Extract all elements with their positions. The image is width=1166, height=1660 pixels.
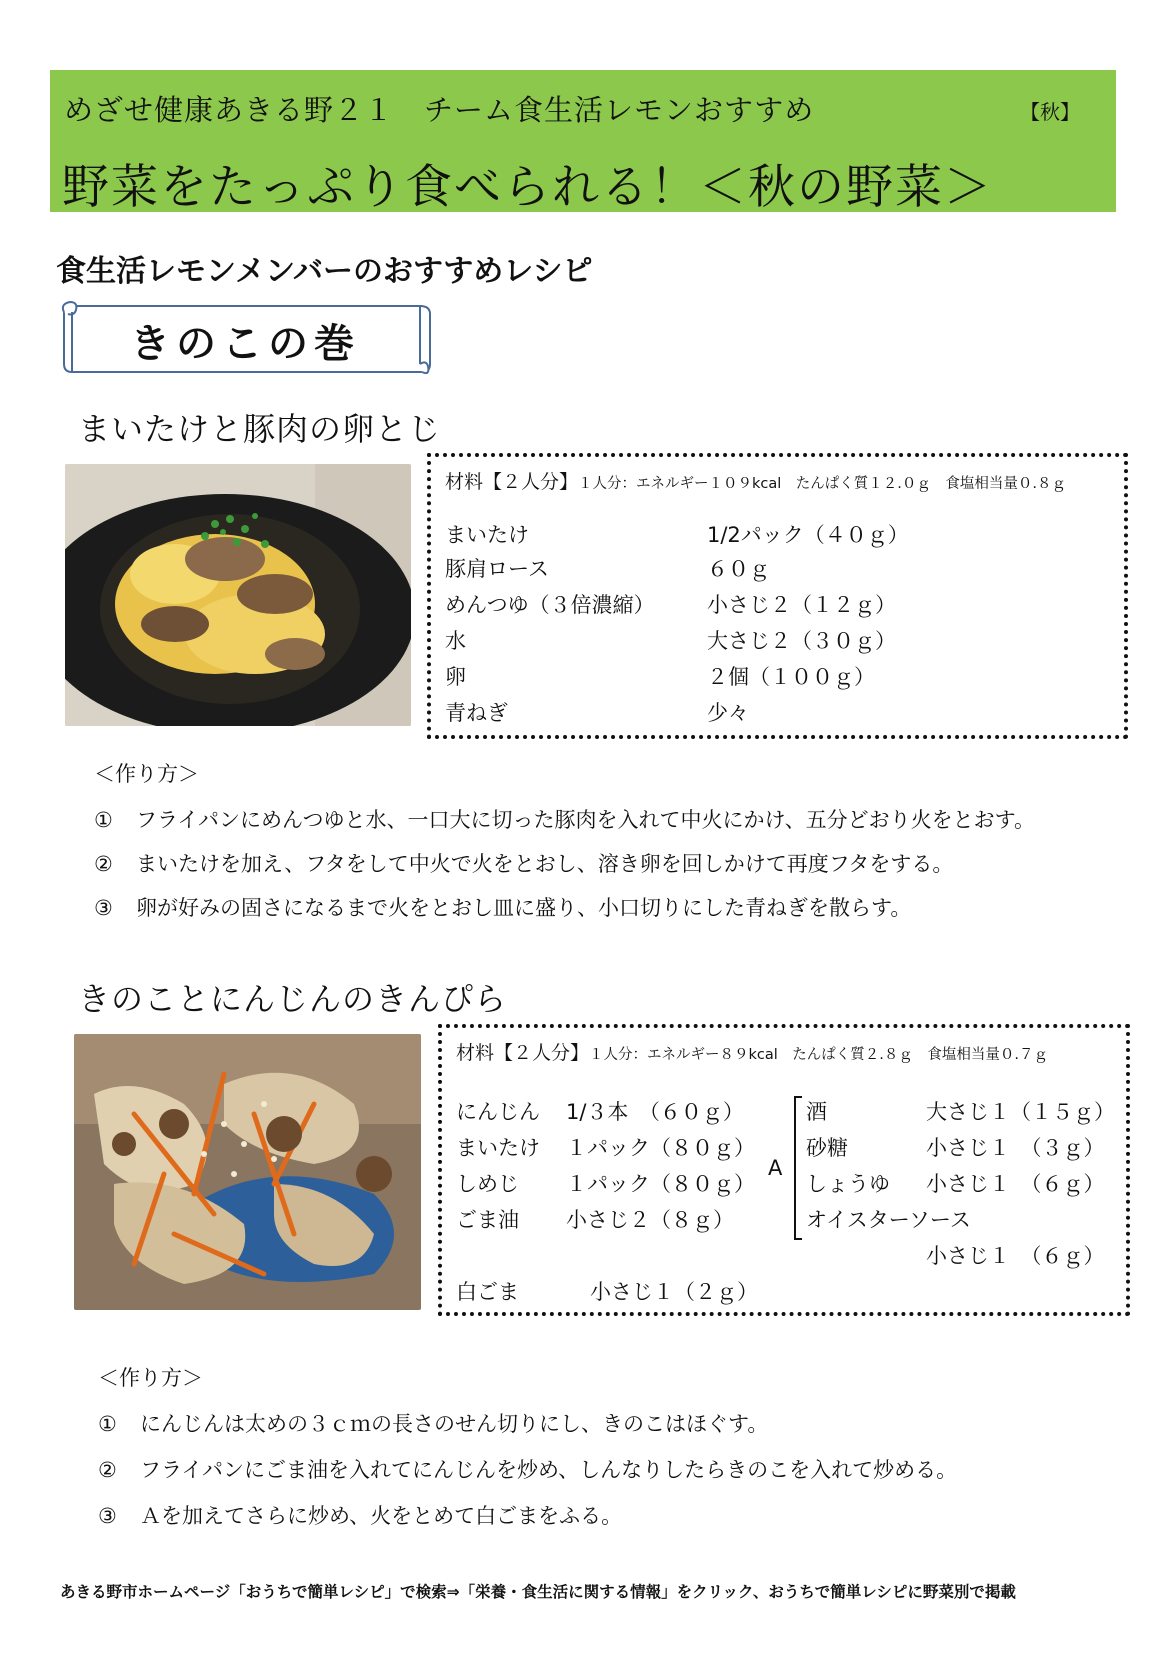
group-label: A — [768, 1156, 783, 1180]
step-number: ② — [98, 1458, 117, 1482]
ingredient-name: にんじん — [456, 1100, 540, 1124]
ingredient-amount: 大さじ１（１５ｇ） — [926, 1100, 1115, 1124]
step-number: ① — [98, 1412, 117, 1436]
ingredient-name: 砂糖 — [806, 1136, 848, 1160]
recipe1-step — [94, 848, 953, 878]
recipe1-photo — [65, 464, 411, 726]
recipe1-method-label: ＜作り方＞ — [94, 762, 199, 786]
recipe1-step — [94, 804, 1035, 834]
ingredient-amount: 小さじ２（１２ｇ） — [707, 593, 896, 617]
ingredient-name: 青ねぎ — [445, 701, 508, 725]
recipe2-step — [98, 1500, 622, 1530]
recipe2-step — [98, 1408, 768, 1438]
ingredient-name: 豚肩ロース — [445, 557, 549, 581]
ingredient-name: 酒 — [806, 1100, 827, 1124]
ingredient-amount: 小さじ１ （６ｇ） — [926, 1172, 1105, 1196]
ingredient-name: 白ごま — [456, 1280, 519, 1304]
step-text: フライパンにめんつゆと水、一口大に切った豚肉を入れて中火にかけ、五分どおり火をとおす。 — [136, 808, 1036, 832]
ingredient-amount: 小さじ１（２ｇ） — [590, 1280, 758, 1304]
ingredient-amount: 1/2パック（４０ｇ） — [707, 523, 909, 547]
scroll-label: きのこの巻 — [130, 320, 360, 367]
recipe1-ingredients-header — [445, 467, 1066, 494]
recipe1-ingredients-box — [427, 453, 1128, 739]
ingredients-label: 材料【２人分】 — [445, 471, 579, 493]
ingredient-amount: ６０ｇ — [707, 557, 770, 581]
step-text: にんじんは太めの３ｃｍの長さのせん切りにし、きのこはほぐす。 — [140, 1412, 769, 1436]
ingredient-amount: 小さじ２（８ｇ） — [566, 1208, 734, 1232]
ingredient-amount: 少々 — [707, 701, 749, 725]
recipe2-ingredients-box — [438, 1024, 1130, 1316]
footer-note: あきる野市ホームページ「おうちで簡単レシピ」で検索⇒「栄養・食生活に関する情報」をクリック、おうちで簡単レシピに野菜別で掲載 — [60, 1583, 1016, 1601]
ingredient-amount: 小さじ１ （３ｇ） — [926, 1136, 1105, 1160]
ingredient-name: オイスターソース — [806, 1208, 971, 1232]
ingredient-amount: １パック（８０ｇ） — [566, 1136, 755, 1160]
recipe2-ingredients-header — [456, 1038, 1048, 1065]
page-title: 野菜をたっぷり食べられる！＜秋の野菜＞ — [62, 160, 993, 215]
nutrition-info: １人分：エネルギー８９kcal たんぱく質２.８ｇ 食塩相当量０.７ｇ — [589, 1047, 1049, 1063]
section-heading: 食生活レモンメンバーのおすすめレシピ — [56, 254, 593, 289]
recipe1-step — [94, 892, 911, 922]
ingredient-name: めんつゆ（３倍濃縮） — [445, 593, 655, 617]
step-text: まいたけを加え、フタをして中火で火をとおし、溶き卵を回しかけて再度フタをする。 — [136, 852, 954, 876]
ingredient-amount: ２個（１００ｇ） — [707, 665, 875, 689]
recipe2-method-label: ＜作り方＞ — [98, 1366, 203, 1390]
nutrition-info: １人分：エネルギー１０９kcal たんぱく質１２.０ｇ 食塩相当量０.８ｇ — [578, 476, 1067, 492]
recipe2-photo — [74, 1034, 421, 1310]
ingredient-name: まいたけ — [445, 523, 529, 547]
step-number: ② — [94, 852, 113, 876]
ingredient-name: しめじ — [456, 1172, 519, 1196]
ingredient-name: 卵 — [445, 665, 466, 689]
step-text: Ａを加えてさらに炒め、火をとめて白ごまをふる。 — [140, 1504, 623, 1528]
ingredient-name: しょうゆ — [806, 1172, 890, 1196]
season-tag: 【秋】 — [1020, 100, 1080, 124]
ingredient-amount: 1/３本 （６０ｇ） — [566, 1100, 744, 1124]
step-number: ③ — [98, 1504, 117, 1528]
ingredient-name: まいたけ — [456, 1136, 540, 1160]
recipe2-title: きのことにんじんのきんぴら — [78, 980, 508, 1018]
ingredient-amount: 大さじ２（３０ｇ） — [707, 629, 896, 653]
banner-subtitle: めざせ健康あきる野２１ チーム食生活レモンおすすめ — [64, 93, 815, 127]
ingredient-amount: １パック（８０ｇ） — [566, 1172, 755, 1196]
step-text: フライパンにごま油を入れてにんじんを炒め、しんなりしたらきのこを入れて炒める。 — [140, 1458, 958, 1482]
header-banner — [50, 70, 1116, 215]
recipe2-step — [98, 1454, 957, 1484]
scroll-banner — [58, 298, 432, 376]
ingredient-name: ごま油 — [456, 1208, 519, 1232]
step-number: ① — [94, 808, 113, 832]
group-bracket — [794, 1096, 802, 1240]
ingredient-name: 水 — [445, 629, 466, 653]
ingredient-amount: 小さじ１ （６ｇ） — [926, 1244, 1105, 1268]
recipe1-title: まいたけと豚肉の卵とじ — [78, 410, 442, 448]
step-text: 卵が好みの固さになるまで火をとおし皿に盛り、小口切りにした青ねぎを散らす。 — [136, 896, 912, 920]
ingredients-label: 材料【２人分】 — [456, 1042, 590, 1064]
step-number: ③ — [94, 896, 113, 920]
